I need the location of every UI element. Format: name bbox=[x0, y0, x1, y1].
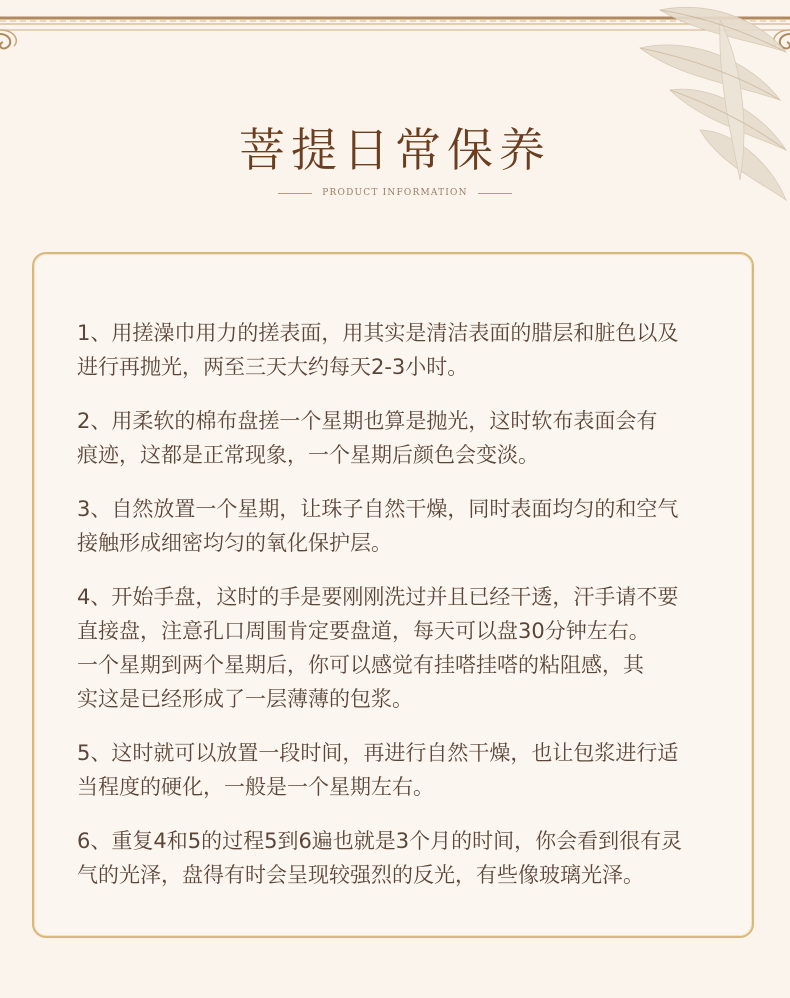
page-subtitle: PRODUCT INFORMATION bbox=[322, 188, 468, 198]
subtitle-row bbox=[0, 188, 790, 198]
instruction-step-3: 3、自然放置一个星期，让珠子自然干燥，同时表面均匀的和空气 接触形成细密均匀的氧化保护层。 bbox=[77, 497, 679, 555]
page-title: 菩提日常保养 bbox=[239, 123, 551, 177]
instruction-step-2: 2、用柔软的棉布盘搓一个星期也算是抛光，这时软布表面会有 痕迹，这都是正常现象，一个星期后颜色会变淡。 bbox=[77, 409, 658, 467]
instruction-step-5: 5、这时就可以放置一段时间，再进行自然干燥，也让包浆进行适 当程度的硬化，一般是一个星期左右。 bbox=[77, 741, 679, 799]
instructions-list bbox=[77, 316, 727, 912]
content-card bbox=[32, 252, 754, 938]
instruction-step-4: 4、开始手盘，这时的手是要刚刚洗过并且已经干透，汗手请不要 直接盘，注意孔口周围肯定要盘道，每天可以盘30分钟左右。 一个星期到两个星期后，你可以感觉有挂嗒挂嗒的粘阻感，其 实这是已经形成了一层薄薄的包浆。 bbox=[77, 585, 679, 711]
instruction-step-6: 6、重复4和5的过程5到6遍也就是3个月的时间，你会看到很有灵 气的光泽，盘得有时会呈现较强烈的反光，有些像玻璃光泽。 bbox=[77, 829, 683, 887]
subtitle-divider-left bbox=[278, 193, 312, 194]
instruction-step-1: 1、用搓澡巾用力的搓表面，用其实是清洁表面的腊层和脏色以及 进行再抛光，两至三天大约每天2-3小时。 bbox=[77, 321, 679, 379]
subtitle-divider-right bbox=[478, 193, 512, 194]
